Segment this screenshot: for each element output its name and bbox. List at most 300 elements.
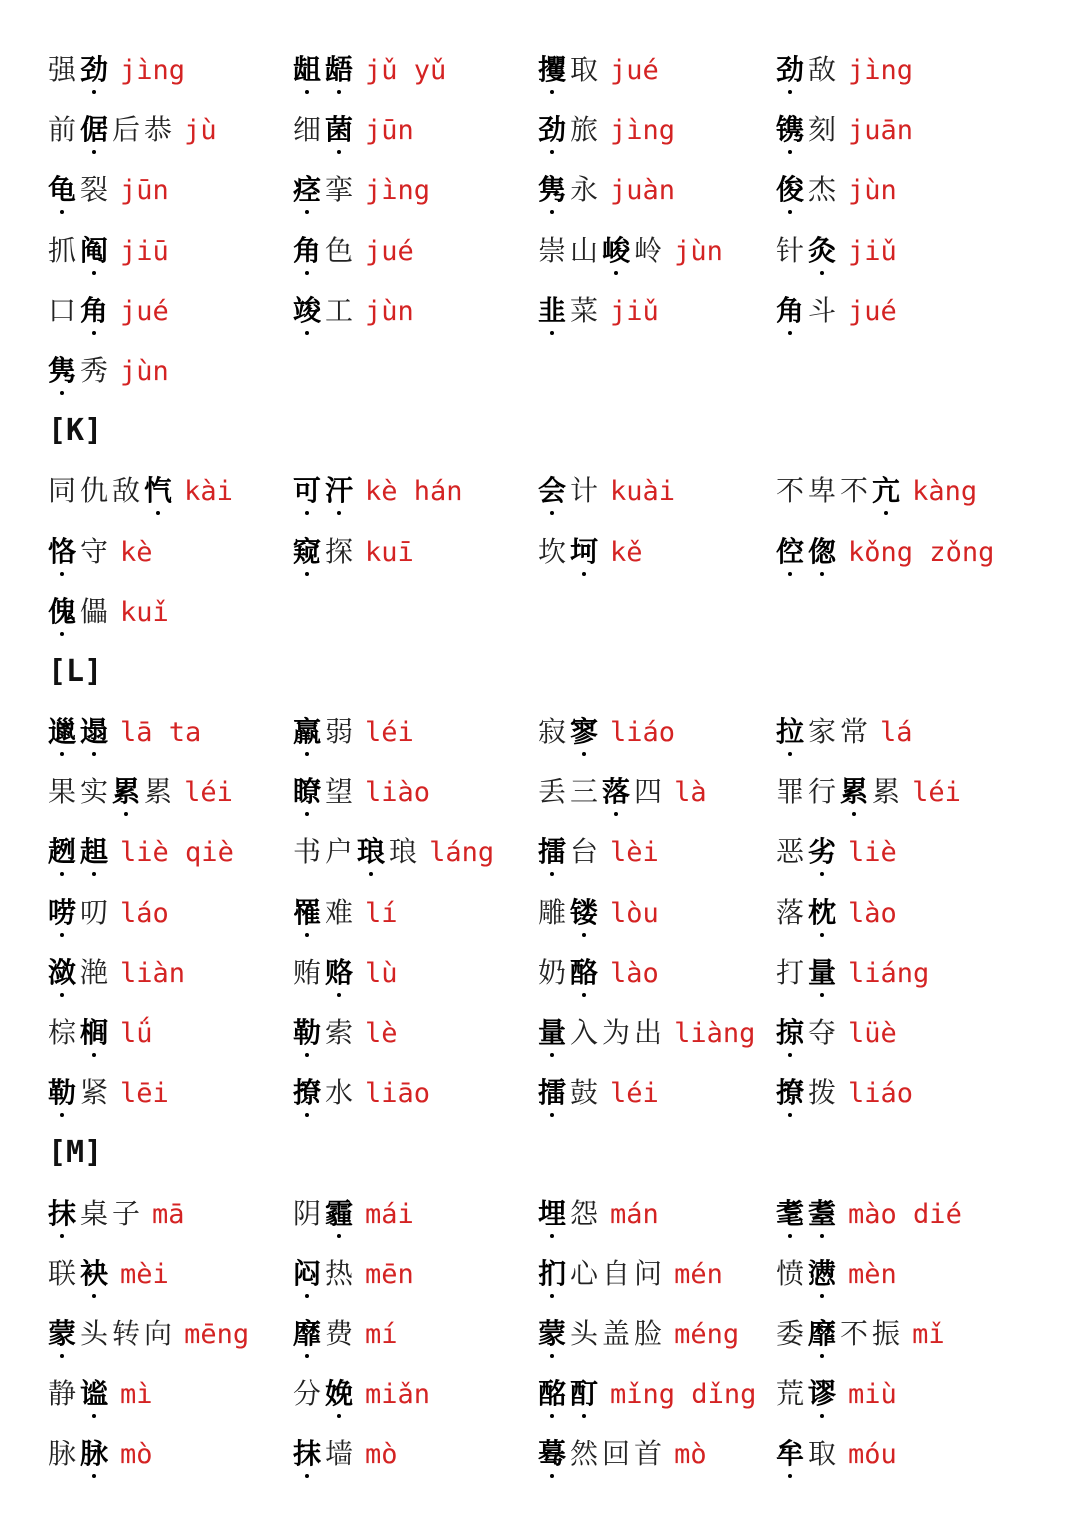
chinese-word [48,474,176,507]
word-entry [776,1184,962,1248]
highlighted-character: 累 [112,775,145,809]
chinese-word [48,1437,112,1470]
word-entry [293,100,414,164]
highlighted-character: 隽 [538,173,571,207]
highlighted-character: 俊 [776,173,809,207]
pinyin: jiǔ [848,235,897,267]
pinyin: mào dié [848,1198,962,1230]
character: 为 [602,1016,635,1049]
highlighted-character: 耄 [776,1196,809,1230]
highlighted-character: 撩 [293,1076,326,1110]
character: 色 [325,233,358,267]
character: 针 [776,233,809,267]
character: 岭 [634,233,667,267]
character: 口 [48,293,81,327]
chinese-word [48,956,112,989]
entry-row [48,762,1068,822]
chinese-word [293,474,357,507]
character: 计 [570,474,603,508]
character: 贿 [293,955,326,989]
pinyin: jù [184,115,217,147]
pinyin: juān [848,115,914,147]
chinese-word [776,294,840,327]
chinese-word [48,1197,144,1230]
chinese-word [293,535,357,568]
chinese-word [538,1377,602,1410]
word-entry [48,822,234,886]
highlighted-character: 袂 [80,1256,113,1290]
highlighted-character: 拉 [776,715,809,749]
entry-row [48,822,1068,882]
character: 书 [293,835,326,869]
highlighted-character: 阄 [80,233,113,267]
chinese-word [538,1016,666,1049]
pinyin: jué [120,295,169,327]
character: 四 [634,775,667,809]
highlighted-character: 亢 [872,474,905,508]
chinese-word [48,775,176,808]
pinyin: lā ta [120,717,202,749]
highlighted-character: 蒙 [538,1316,571,1350]
highlighted-character: 抹 [48,1196,81,1230]
chinese-word [538,1197,602,1230]
character: 寂 [538,715,571,749]
character: 琅 [389,835,422,869]
pinyin: lüè [848,1018,897,1049]
character: 秀 [80,353,113,387]
word-entry [776,461,977,525]
highlighted-character: 龟 [48,173,81,207]
chinese-word [538,715,602,748]
highlighted-character: 霾 [325,1196,358,1230]
word-entry [293,822,494,886]
entry-row [48,1063,1068,1123]
chinese-word [48,896,112,929]
pinyin: kuǐ [120,596,169,628]
chinese-word [776,715,872,748]
word-entry [776,40,913,104]
word-entry [48,100,217,164]
highlighted-character: 劲 [776,53,809,86]
word-entry [538,1364,756,1428]
pinyin: mǐ [912,1318,945,1350]
pinyin: mén [674,1258,723,1290]
character: 卑 [808,474,841,508]
pinyin: láo [120,897,169,929]
character: 出 [634,1016,667,1049]
chinese-word [776,1016,840,1049]
character: 然 [570,1437,603,1471]
pinyin: lào [848,897,897,929]
character: 费 [325,1316,358,1350]
pinyin: kài [184,476,233,508]
character: 头 [570,1316,603,1350]
word-entry [538,1304,739,1368]
highlighted-character: 寥 [570,715,603,749]
character: 荒 [776,1377,809,1411]
character: 墙 [325,1437,358,1471]
word-entry [48,943,185,1007]
word-entry [538,943,659,1007]
character: 儡 [80,594,113,628]
pinyin: liàn [120,957,186,989]
pinyin: miù [848,1379,897,1411]
pinyin: kè [120,536,153,568]
highlighted-character: 劲 [80,53,113,86]
pinyin: liáng [848,957,930,989]
highlighted-character: 酊 [570,1377,603,1411]
highlighted-character: 罹 [293,895,326,929]
word-entry [776,221,897,285]
character: 杰 [808,173,841,207]
highlighted-character: 镂 [570,895,603,929]
pinyin: léi [184,777,233,809]
word-entry [776,160,897,224]
chinese-word [538,53,602,86]
character: 叨 [80,895,113,929]
word-entry [776,943,929,1007]
chinese-word [48,53,112,86]
word-entry [48,160,169,224]
word-entry [538,1424,707,1488]
chinese-word [776,1076,840,1109]
word-entry [293,1244,414,1308]
character: 裂 [80,173,113,207]
highlighted-character: 蒙 [48,1316,81,1350]
highlighted-character: 竣 [293,293,326,327]
pinyin: mèi [120,1258,169,1290]
chinese-word [776,1317,904,1350]
chinese-word [776,1437,840,1470]
highlighted-character: 蓦 [538,1437,571,1471]
character: 丢 [538,775,571,809]
chinese-word [538,1076,602,1109]
pinyin: jùn [848,175,897,207]
highlighted-character: 可 [293,474,326,508]
highlighted-character: 酩 [538,1377,571,1411]
highlighted-character: 娩 [325,1377,358,1411]
pinyin: mái [365,1198,414,1230]
pinyin: mò [365,1439,398,1471]
highlighted-character: 窥 [293,534,326,568]
pinyin: jìng [120,55,186,86]
character: 敌 [808,53,841,86]
highlighted-character: 唠 [48,895,81,929]
highlighted-character: 镌 [776,113,809,147]
pronunciation-list [48,40,1068,1485]
highlighted-character: 韭 [538,293,571,327]
word-entry [538,522,643,586]
character: 累 [872,775,905,809]
section [48,401,1068,642]
character: 联 [48,1256,81,1290]
pinyin: lào [610,957,659,989]
word-entry [48,522,153,586]
highlighted-character: 傀 [48,594,81,628]
chinese-word [293,1076,357,1109]
word-entry [48,1063,169,1127]
pinyin: juàn [610,175,676,207]
pinyin: lòu [610,897,659,929]
chinese-word [776,1377,840,1410]
word-entry [293,762,430,826]
character: 恭 [144,113,177,147]
character: 头 [80,1316,113,1350]
highlighted-character: 劣 [808,835,841,869]
word-entry [48,883,169,947]
highlighted-character: 掠 [776,1016,809,1049]
character: 棕 [48,1016,81,1049]
word-entry [538,702,675,766]
chinese-word [776,535,840,568]
entry-row [48,1304,1068,1364]
chinese-word [48,173,112,206]
character: 崇 [538,233,571,267]
pinyin: lí [365,897,398,929]
pinyin: jìng [848,55,914,86]
chinese-word [538,896,602,929]
word-entry [538,883,659,947]
section [48,1123,1068,1484]
word-entry [48,221,169,285]
highlighted-character: 牟 [776,1437,809,1471]
word-entry [776,883,897,947]
entry-row [48,1364,1068,1424]
entry-row [48,522,1068,582]
highlighted-character: 忾 [144,474,177,508]
word-entry [293,281,414,345]
word-entry [293,160,430,224]
character: 刻 [808,113,841,147]
chinese-word [293,956,357,989]
highlighted-character: 赂 [325,955,358,989]
character: 首 [634,1437,667,1471]
character: 心 [570,1256,603,1290]
section [48,40,1068,401]
word-entry [776,1003,897,1067]
chinese-word [538,234,666,267]
highlighted-character: 量 [538,1016,571,1049]
pinyin: mā [152,1198,185,1230]
pinyin: liè qiè [120,837,234,869]
word-entry [293,943,398,1007]
word-entry [48,1304,249,1368]
entry-row [48,1003,1068,1063]
highlighted-character: 会 [538,474,571,508]
chinese-word [48,1016,112,1049]
word-entry [293,1184,414,1248]
highlighted-character: 角 [776,293,809,327]
pinyin: jūn [120,175,169,207]
highlighted-character: 靡 [293,1316,326,1350]
highlighted-character: 靡 [808,1316,841,1350]
character: 弱 [325,715,358,749]
pinyin: jiǔ [610,295,659,327]
pinyin: liè [848,837,897,869]
pinyin: liāo [365,1078,431,1110]
word-entry [776,762,961,826]
highlighted-character: 峻 [602,233,635,267]
pinyin: jiū [120,235,169,267]
chinese-word [48,1257,112,1290]
pinyin: láng [429,837,495,869]
pinyin: kě [610,536,643,568]
section-letter: [M] [48,1135,103,1171]
character: 取 [808,1437,841,1471]
character: 斗 [808,293,841,327]
chinese-word [48,1076,112,1109]
highlighted-character: 耋 [808,1196,841,1230]
highlighted-character: 埋 [538,1196,571,1230]
chinese-word [293,113,357,146]
section-header-row [48,401,1068,461]
highlighted-character: 量 [808,955,841,989]
word-entry [293,702,414,766]
pinyin: miǎn [365,1379,431,1411]
pinyin: lǘ [120,1018,153,1049]
pinyin: kàng [912,476,978,508]
section-letter: [L] [48,653,103,689]
pinyin: jūn [365,115,414,147]
chinese-word [48,354,112,387]
word-entry [776,822,897,886]
chinese-word [48,113,176,146]
pinyin: móu [848,1439,897,1471]
pinyin: jué [365,235,414,267]
word-entry [48,702,201,766]
character: 坎 [538,534,571,568]
word-entry [293,40,446,104]
word-entry [538,822,659,886]
chinese-word [293,1377,357,1410]
highlighted-character: 趔 [48,835,81,869]
word-entry [776,100,913,164]
pinyin: jué [610,55,659,86]
character: 果 [48,775,81,809]
chinese-word [776,474,904,507]
word-entry [538,100,675,164]
section-header-row [48,1123,1068,1183]
character: 向 [144,1316,177,1350]
pinyin: mǐng dǐng [610,1379,757,1411]
character: 索 [325,1016,358,1049]
word-entry [293,1063,430,1127]
character: 山 [570,233,603,267]
character: 怨 [570,1196,603,1230]
character: 强 [48,53,81,86]
character: 盖 [602,1316,635,1350]
word-entry [538,1184,659,1248]
entry-row [48,160,1068,220]
character: 滟 [80,955,113,989]
pinyin: liáo [848,1078,914,1110]
entry-row [48,582,1068,642]
character: 守 [80,534,113,568]
entry-row [48,1244,1068,1304]
character: 工 [325,293,358,327]
character: 同 [48,474,81,508]
highlighted-character: 琅 [357,835,390,869]
section-header-row [48,642,1068,702]
chinese-word [776,173,840,206]
pinyin: lá [880,717,913,749]
word-entry [538,461,675,525]
word-entry [538,762,707,826]
character: 敌 [112,474,145,508]
character: 细 [293,113,326,147]
pinyin: jǔ yǔ [365,55,447,86]
chinese-word [776,835,840,868]
highlighted-character: 遢 [80,715,113,749]
word-entry [538,1003,755,1067]
pinyin: jùn [120,355,169,387]
highlighted-character: 落 [602,775,635,809]
character: 鼓 [570,1076,603,1110]
pinyin: mèn [848,1258,897,1290]
pinyin: léi [365,717,414,749]
chinese-word [293,1016,357,1049]
highlighted-character: 隽 [48,353,81,387]
chinese-word [293,775,357,808]
highlighted-character: 龉 [325,53,358,86]
highlighted-character: 瞭 [293,775,326,809]
character: 难 [325,895,358,929]
chinese-word [293,835,421,868]
character: 常 [840,715,873,749]
word-entry [776,1304,945,1368]
character: 热 [325,1256,358,1290]
entry-row [48,221,1068,281]
word-entry [776,522,994,586]
highlighted-character: 倥 [776,534,809,568]
character: 户 [325,835,358,869]
pinyin: liào [365,777,431,809]
character: 落 [776,895,809,929]
highlighted-character: 抹 [293,1437,326,1471]
chinese-word [776,1257,840,1290]
entry-row [48,883,1068,943]
character: 夺 [808,1016,841,1049]
chinese-word [538,113,602,146]
character: 探 [325,534,358,568]
pinyin: lù [365,957,398,989]
highlighted-character: 汗 [325,474,358,508]
word-entry [48,281,169,345]
character: 子 [112,1196,145,1230]
word-entry [293,1364,430,1428]
character: 台 [570,835,603,869]
character: 前 [48,113,81,147]
pinyin: jìng [365,175,431,207]
highlighted-character: 勒 [293,1016,326,1049]
character: 仇 [80,474,113,508]
chinese-word [538,835,602,868]
section [48,642,1068,1124]
character: 三 [570,775,603,809]
pinyin: mì [120,1379,153,1411]
chinese-word [538,474,602,507]
word-entry [538,1063,659,1127]
pinyin: kǒng zǒng [848,536,995,568]
word-entry [293,522,414,586]
pinyin: jùn [674,235,723,267]
character: 入 [570,1016,603,1049]
word-entry [48,1244,169,1308]
highlighted-character: 趄 [80,835,113,869]
character: 旅 [570,113,603,147]
pinyin: liàng [674,1018,756,1049]
chinese-word [538,1257,666,1290]
